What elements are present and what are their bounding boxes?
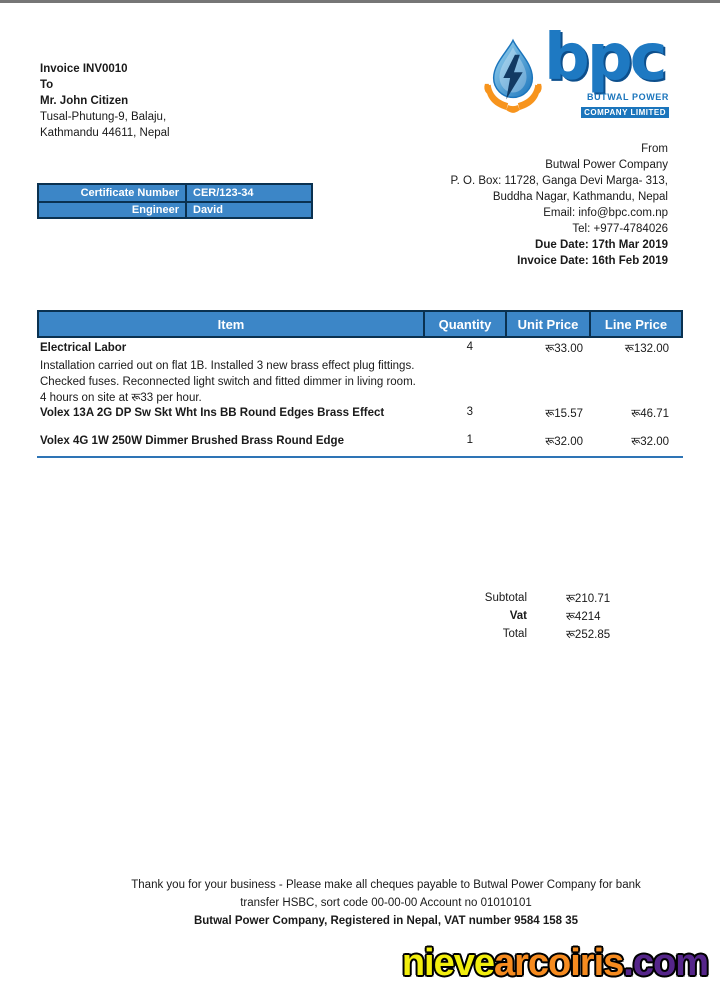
item-description: Installation carried out on flat 1B. Installed 3 new brass effect plug fittings. Checked fuses. Reconnected light switch and fitted dimmer in living room. 4 hours on site at रू33 per hour. [40, 360, 416, 404]
table-bottom-rule [37, 456, 683, 458]
table-row [37, 406, 683, 421]
company-logo [483, 21, 669, 122]
invoice-date: Invoice Date: 16th Feb 2019 [517, 255, 668, 267]
logo-tagline-line1: BUTWAL POWER [586, 92, 669, 102]
from-email: Email: info@bpc.com.np [543, 207, 668, 219]
certificate-number-row [39, 185, 311, 201]
header-unit-price: Unit Price [507, 312, 591, 336]
from-company: Butwal Power Company [545, 159, 668, 171]
vat-label: Vat [509, 610, 527, 622]
vat-value: रू4214 [566, 610, 601, 623]
item-quantity: 3 [466, 406, 473, 418]
item-line-price: रू46.71 [631, 408, 669, 420]
certificate-number-label: Certificate Number [39, 185, 187, 201]
subtotal-value: रू210.71 [566, 592, 611, 605]
recipient-name: Mr. John Citizen [40, 95, 129, 107]
header-quantity: Quantity [425, 312, 507, 336]
watermark-part1: nieve [401, 942, 494, 984]
vat-row [420, 607, 610, 625]
certificate-table [37, 183, 313, 219]
top-divider [0, 0, 720, 3]
watermark [402, 941, 708, 985]
table-row [37, 434, 683, 449]
from-address-line2: Buddha Nagar, Kathmandu, Nepal [492, 191, 668, 203]
item-unit-price: रू15.57 [545, 408, 583, 420]
item-cell [37, 434, 425, 449]
item-line-price: रू132.00 [624, 343, 669, 355]
logo-tagline-line2: COMPANY LIMITED [581, 107, 669, 118]
total-value: रू252.85 [566, 628, 611, 641]
header-line-price: Line Price [604, 316, 668, 332]
recipient-address-line2: Kathmandu 44611, Nepal [40, 127, 170, 139]
invoice-number: Invoice INV0010 [40, 63, 128, 75]
bill-to-block [40, 61, 170, 141]
item-line-price: रू32.00 [631, 436, 669, 448]
item-quantity: 1 [466, 434, 473, 446]
logo-wordmark: bpc [544, 21, 665, 95]
due-date: Due Date: 17th Mar 2019 [535, 239, 668, 251]
water-drop-hands-icon [483, 38, 543, 120]
item-name: Electrical Labor [40, 342, 127, 354]
subtotal-row [420, 589, 610, 607]
footer-line1: Thank you for your business - Please make all cheques payable to Butwal Power Company for bank [131, 879, 641, 891]
total-label: Total [502, 628, 527, 640]
to-label: To [40, 79, 54, 91]
table-row [37, 341, 683, 406]
engineer-label: Engineer [39, 203, 187, 217]
header-item: Item [39, 312, 425, 336]
item-cell [37, 406, 425, 421]
item-name: Volex 4G 1W 250W Dimmer Brushed Brass Round Edge [40, 435, 344, 447]
item-unit-price: रू32.00 [545, 436, 583, 448]
footer-block [52, 876, 720, 930]
logo-tagline [581, 92, 669, 120]
footer-line2: transfer HSBC, sort code 00-00-00 Account no 01010101 [240, 897, 532, 909]
engineer-value: David [193, 204, 223, 216]
item-name: Volex 13A 2G DP Sw Skt Wht Ins BB Round Edges Brass Effect [40, 407, 385, 419]
recipient-address-line1: Tusal-Phutung-9, Balaju, [40, 111, 167, 123]
engineer-row [39, 201, 311, 217]
footer-line3: Butwal Power Company, Registered in Nepal, VAT number 9584 158 35 [193, 915, 579, 927]
watermark-part3: .com [623, 942, 708, 984]
from-address-line1: P. O. Box: 11728, Ganga Devi Marga- 313, [450, 175, 668, 187]
subtotal-label: Subtotal [484, 592, 527, 604]
certificate-number-value: CER/123-34 [193, 187, 254, 199]
item-unit-price: रू33.00 [545, 343, 583, 355]
watermark-part2: arcoiris [493, 942, 624, 984]
from-tel: Tel: +977-4784026 [572, 223, 668, 235]
from-label: From [641, 143, 668, 155]
items-table-header [37, 310, 683, 338]
item-quantity: 4 [466, 341, 473, 353]
item-cell [37, 341, 425, 406]
total-row [420, 625, 610, 643]
items-table [37, 310, 683, 460]
totals-block [420, 589, 610, 643]
from-block [450, 141, 668, 269]
